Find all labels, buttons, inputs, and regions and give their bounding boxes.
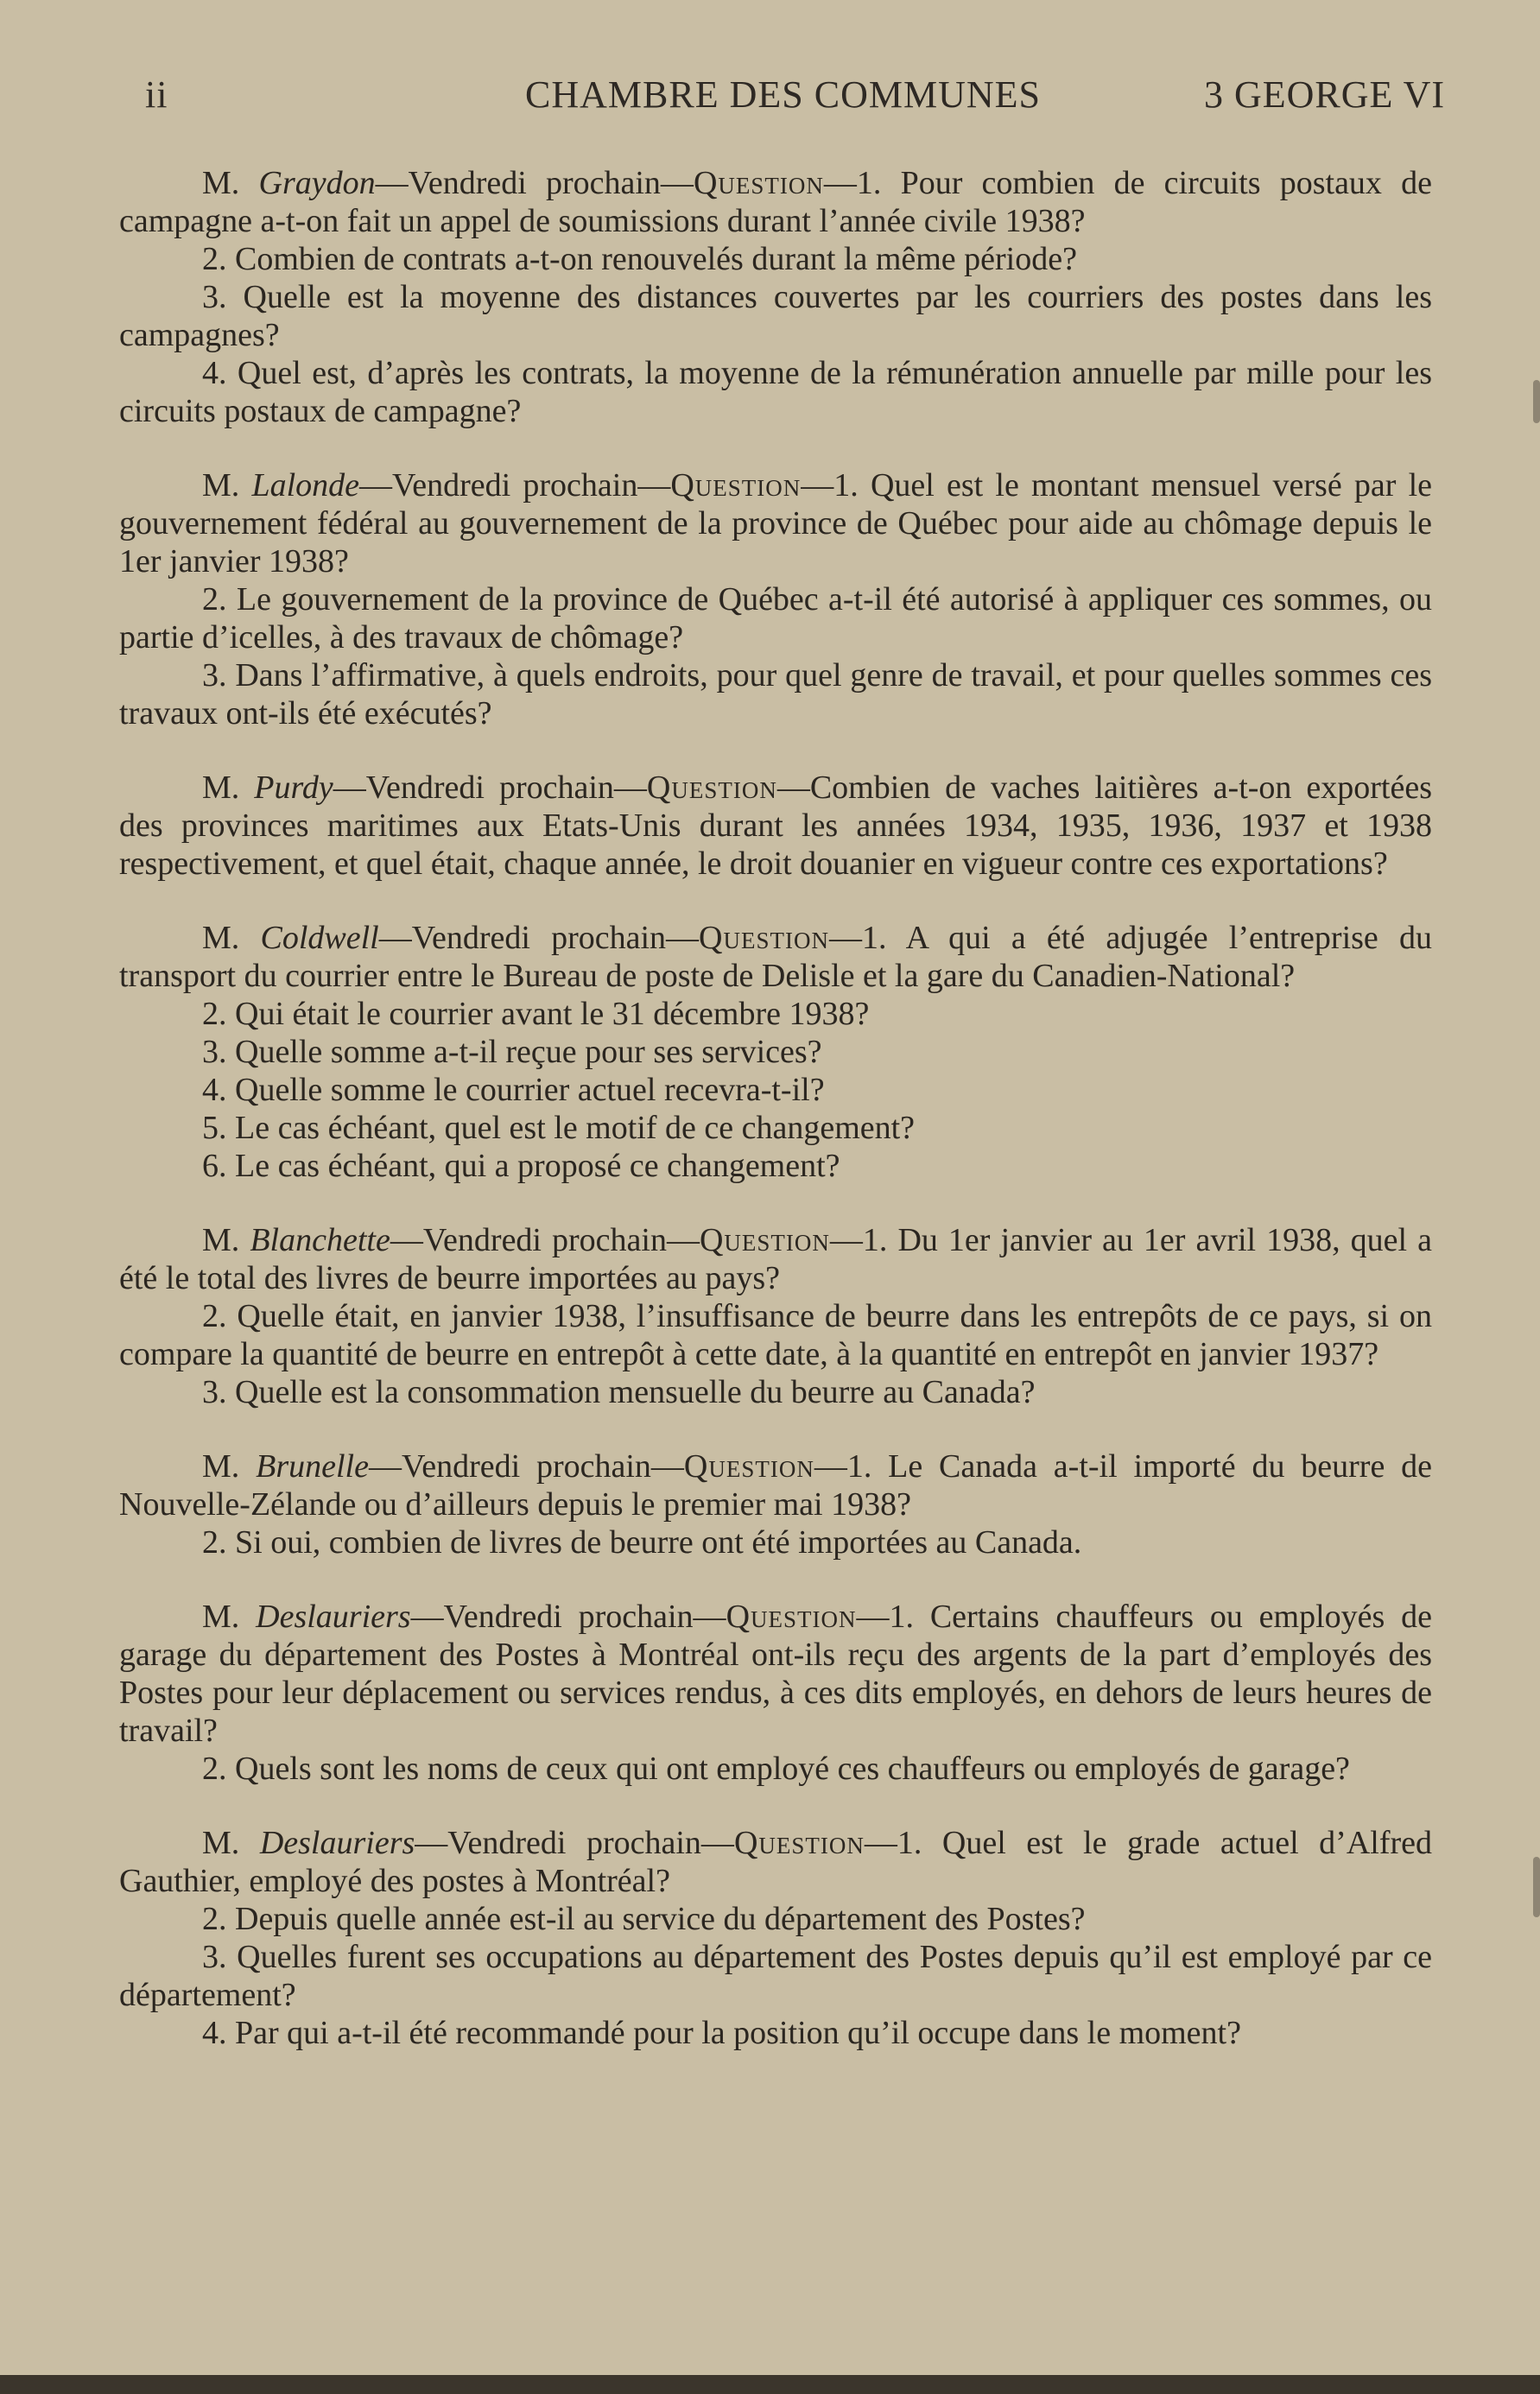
question-label: Question: [699, 920, 829, 956]
question-block: [119, 769, 1432, 883]
member-name: Deslauriers: [259, 1825, 415, 1861]
page-number: ii: [145, 73, 168, 116]
question-lead: [119, 1598, 1432, 1750]
question-item: 2. Quels sont les noms de ceux qui ont employé ces chauffeurs ou employés de garage?: [202, 1751, 1350, 1787]
member-name: Purdy: [254, 770, 333, 806]
question-item: 3. Quelle est la moyenne des distances couvertes par les courriers des postes dans les campagnes?: [119, 279, 1432, 353]
header-title: CHAMBRE DES COMMUNES: [525, 73, 1041, 116]
question-item: 3. Dans l’affirmative, à quels endroits, pour quel genre de travail, et pour quelles sommes ces travaux ont-ils été exécutés?: [119, 657, 1432, 732]
notice-text: —Vendredi prochain—: [359, 467, 671, 504]
question-block: [119, 1824, 1432, 2052]
notice-text: —Vendredi prochain—: [410, 1599, 726, 1635]
question-text: —1. Certains chauffeurs ou employés de garage du département des Postes à Montréal ont-ils reçu des argents de la part d’employés des Postes pour leur déplacement ou services rendus, à ces dits employés, en dehors de leurs heures de travail?: [119, 1599, 1432, 1749]
member-name: Graydon: [258, 165, 376, 201]
header-reign: 3 GEORGE VI: [1203, 73, 1445, 116]
question-item: 3. Quelles furent ses occupations au département des Postes depuis qu’il est employé par ce département?: [119, 1939, 1432, 2013]
question-item: 2. Le gouvernement de la province de Québec a-t-il été autorisé à appliquer ces sommes, ou partie d’icelles, à des travaux de chômage?: [119, 581, 1432, 656]
running-header: [145, 73, 1445, 124]
question-label: Question: [670, 467, 802, 504]
question-block: [119, 466, 1432, 732]
question-label: Question: [693, 165, 824, 201]
notice-text: —Vendredi prochain—: [375, 165, 694, 201]
member-name: Blanchette: [250, 1222, 390, 1258]
scan-bottom-edge: [0, 2375, 1540, 2394]
question-item: 2. Quelle était, en janvier 1938, l’insuffisance de beurre dans les entrepôts de ce pays, si on compare la quantité de beurre en entrepôt à cette date, à la quantité en entrepôt en janvier 1937?: [119, 1298, 1432, 1372]
question-label: Question: [683, 1448, 814, 1485]
question-text: —1. Le Canada a-t-il importé du beurre de Nouvelle-Zélande ou d’ailleurs depuis le premier mai 1938?: [119, 1448, 1432, 1523]
question-item: 4. Quel est, d’après les contrats, la moyenne de la rémunération annuelle par mille pour les circuits postaux de campagne?: [119, 355, 1432, 429]
question-item: 2. Depuis quelle année est-il au service du département des Postes?: [202, 1901, 1086, 1937]
question-item: 2. Si oui, combien de livres de beurre ont été importées au Canada.: [202, 1524, 1082, 1561]
question-lead: [119, 769, 1432, 883]
questions-list: [119, 164, 1432, 2088]
notice-text: —Vendredi prochain—: [415, 1825, 734, 1861]
page-edge-mark: [1533, 1857, 1540, 1917]
question-lead: [119, 164, 1432, 240]
question-item: 3. Quelle est la consommation mensuelle du beurre au Canada?: [202, 1374, 1036, 1410]
question-block: [119, 1447, 1432, 1561]
question-lead: [119, 1447, 1432, 1523]
notice-text: —Vendredi prochain—: [333, 770, 647, 806]
member-prefix: M.: [202, 467, 252, 504]
notice-text: —Vendredi prochain—: [390, 1222, 700, 1258]
question-item: 2. Qui était le courrier avant le 31 décembre 1938?: [202, 996, 870, 1032]
member-prefix: M.: [202, 920, 261, 956]
question-lead: [119, 1221, 1432, 1297]
question-block: [119, 164, 1432, 430]
question-item: 2. Combien de contrats a-t-on renouvelés durant la même période?: [202, 241, 1077, 277]
question-text: —1. Pour combien de circuits postaux de campagne a-t-on fait un appel de soumissions durant l’année civile 1938?: [119, 165, 1432, 239]
question-text: —1. Quel est le montant mensuel versé par le gouvernement fédéral au gouvernement de la province de Québec pour aide au chômage depuis le 1er janvier 1938?: [119, 467, 1433, 580]
question-label: Question: [699, 1222, 830, 1258]
member-name: Deslauriers: [256, 1599, 411, 1635]
member-prefix: M.: [202, 1825, 260, 1861]
member-prefix: M.: [202, 165, 259, 201]
question-label: Question: [726, 1599, 857, 1635]
member-name: Coldwell: [260, 920, 379, 956]
question-item: 3. Quelle somme a-t-il reçue pour ses services?: [202, 1034, 822, 1070]
question-text: —1. A qui a été adjugée l’entreprise du transport du courrier entre le Bureau de poste de Delisle et la gare du Canadien-National?: [119, 920, 1432, 994]
member-name: Lalonde: [251, 467, 360, 504]
question-text: —1. Quel est le grade actuel d’Alfred Gauthier, employé des postes à Montréal?: [119, 1825, 1432, 1899]
notice-text: —Vendredi prochain—: [368, 1448, 684, 1485]
question-item: 4. Quelle somme le courrier actuel recevra-t-il?: [202, 1072, 825, 1108]
member-prefix: M.: [202, 1599, 257, 1635]
member-prefix: M.: [202, 770, 255, 806]
question-lead: [119, 919, 1432, 995]
member-name: Brunelle: [256, 1448, 369, 1485]
question-block: [119, 1221, 1432, 1411]
notice-text: —Vendredi prochain—: [378, 920, 700, 956]
question-label: Question: [646, 770, 777, 806]
question-text: —1. Du 1er janvier au 1er avril 1938, quel a été le total des livres de beurre importées au pays?: [119, 1222, 1432, 1296]
question-item: 5. Le cas échéant, quel est le motif de ce changement?: [202, 1110, 916, 1146]
question-item: 4. Par qui a-t-il été recommandé pour la position qu’il occupe dans le moment?: [202, 2015, 1241, 2051]
question-label: Question: [733, 1825, 865, 1861]
question-block: [119, 1598, 1432, 1788]
question-lead: [119, 466, 1432, 580]
question-lead: [119, 1824, 1432, 1900]
page-edge-mark: [1533, 380, 1540, 423]
question-block: [119, 919, 1432, 1185]
member-prefix: M.: [202, 1222, 250, 1258]
member-prefix: M.: [202, 1448, 257, 1485]
question-text: —Combien de vaches laitières a-t-on exportées des provinces maritimes aux Etats-Unis durant les années 1934, 1935, 1936, 1937 et 1938 respectivement, et quel était, chaque année, le droit douanier en vigueur contre ces exportations?: [119, 770, 1432, 882]
question-item: 6. Le cas échéant, qui a proposé ce changement?: [202, 1148, 840, 1184]
